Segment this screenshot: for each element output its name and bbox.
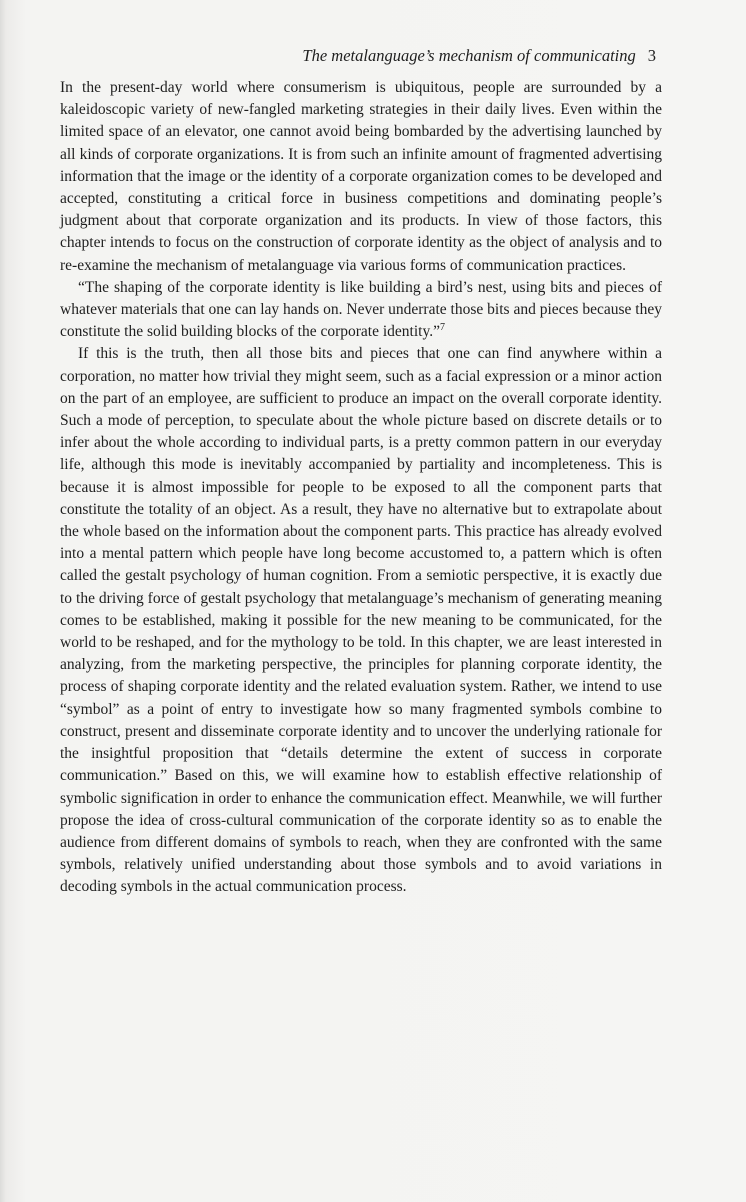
- page-number: 3: [647, 46, 656, 65]
- paragraph-main: If this is the truth, then all those bits and pieces that one can find anywhere within a corporation, no matter how trivial they might seem, such as a facial expression or a minor action on the part of an employee, are sufficient to produce an impact on the overall corporate identity. Such a mode of perception, to speculate about the whole picture based on discrete details or to infer about the whole according to individual parts, is a pretty common pattern in our everyday life, although this mode is inevitably accompanied by partiality and incompleteness. This is because it is almost impossible for people to be exposed to all the component parts that constitute the totality of an object. As a result, they have no alternative but to extrapolate about the whole based on the information about the component parts. This practice has already evolved into a mental pattern which people have long become accustomed to, a pattern which is often called the gestalt psychology of human cognition. From a semiotic perspective, it is exactly due to the driving force of gestalt psychology that metalanguage’s mechanism of generating meaning comes to be established, making it possible for the new meaning to be communicated, for the world to be reshaped, and for the mythology to be told. In this chapter, we are least interested in analyzing, from the marketing perspective, the principles for planning corporate identity, the process of shaping corporate identity and the related evaluation system. Rather, we intend to use “symbol” as a point of entry to investigate how so many fragmented symbols combine to construct, present and disseminate corporate identity and to uncover the underlying rationale for the insightful proposition that “details determine the extent of success in corporate communication.” Based on this, we will examine how to establish effective relationship of symbolic signification in order to enhance the communication effect. Meanwhile, we will further propose the idea of cross-cultural communication of the corporate identity so as to enable the audience from different domains of symbols to reach, when they are confronted with the same symbols, relatively unified understanding about those symbols and to avoid variations in decoding symbols in the actual communication process.: [60, 345, 662, 896]
- paragraph-quote: [60, 277, 662, 344]
- quote-text: “The shaping of the corporate identity is like building a bird’s nest, using bits and pieces of whatever materials that one can lay hands on. Never underrate those bits and pieces because they constitute the solid building blocks of the corporate identity.”: [60, 278, 662, 341]
- footnote-marker: 7: [439, 322, 445, 334]
- body-text: [60, 77, 662, 899]
- running-header: [60, 45, 656, 67]
- running-title: The metalanguage’s mechanism of communicating: [302, 46, 636, 65]
- paragraph-intro: In the present-day world where consumerism is ubiquitous, people are surrounded by a kaleidoscopic variety of new-fangled marketing strategies in their daily lives. Even within the limited space of an elevator, one cannot avoid being bombarded by the advertising launched by all kinds of corporate organizations. It is from such an infinite amount of fragmented advertising information that the image or the identity of a corporate organization comes to be developed and accepted, constituting a critical force in business competitions and dominating people’s judgment about that corporate organization and its products. In view of those factors, this chapter intends to focus on the construction of corporate identity as the object of analysis and to re-examine the mechanism of metalanguage via various forms of communication practices.: [60, 79, 662, 274]
